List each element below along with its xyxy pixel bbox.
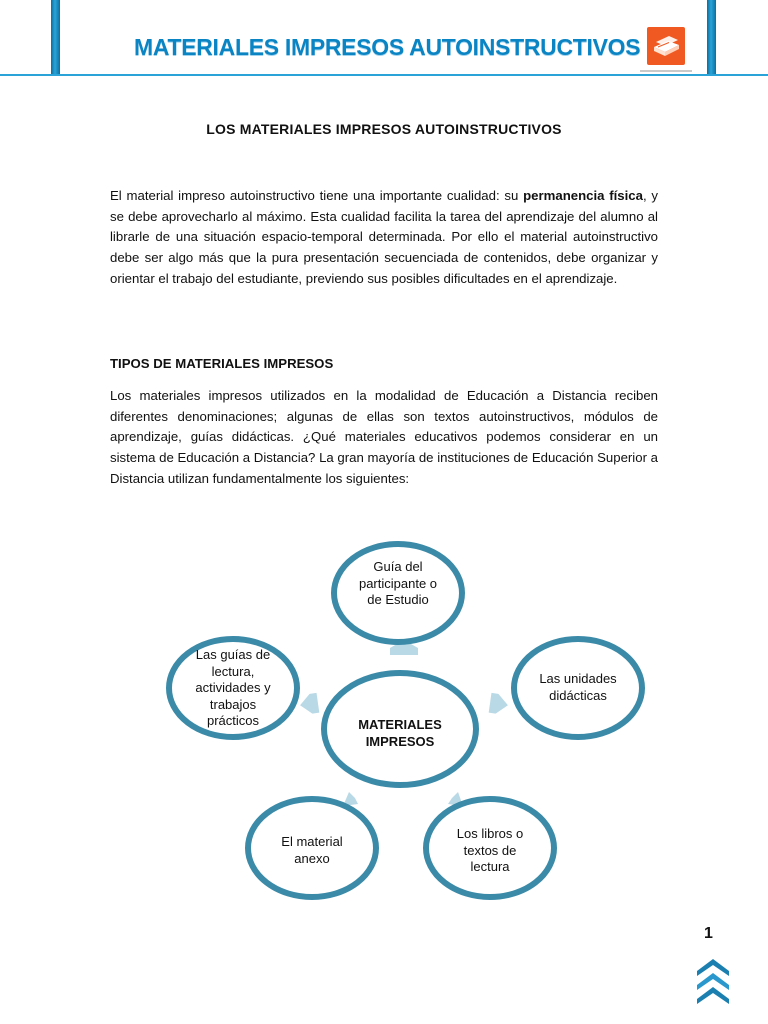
node-label-guia: [340, 559, 456, 609]
header-left-bar: [51, 0, 60, 76]
node-line: Guía del: [373, 559, 423, 574]
chevrons-up-icon[interactable]: [693, 955, 733, 1005]
header-divider: [0, 74, 768, 76]
node-line: Los libros o: [456, 826, 524, 841]
arrow-left-icon: [299, 693, 320, 715]
node-label-guias-lectura: [175, 647, 291, 730]
node-line: actividades y: [195, 680, 271, 695]
intro-text-start: El material impreso autoinstructivo tiene una importante cualidad: su: [110, 188, 524, 203]
node-line: lectura,: [211, 663, 255, 679]
arrow-right-icon: [489, 693, 510, 715]
node-line: lectura: [470, 859, 510, 874]
node-line: anexo: [294, 850, 330, 866]
node-line: textos de: [463, 842, 517, 858]
materials-diagram: [0, 530, 768, 930]
document-title: LOS MATERIALES IMPRESOS AUTOINSTRUCTIVOS: [206, 121, 562, 137]
section-heading: TIPOS DE MATERIALES IMPRESOS: [110, 356, 334, 371]
center-line-1: MATERIALES: [358, 717, 442, 732]
node-line: de Estudio: [367, 592, 429, 607]
logo-underline: [640, 70, 692, 72]
node-line: didácticas: [549, 687, 607, 703]
node-line: Las unidades: [539, 671, 617, 686]
center-line-2: IMPRESOS: [365, 733, 435, 749]
node-line: prácticos: [206, 713, 260, 728]
node-line: Las guías de: [195, 647, 271, 662]
book-stack-icon: [647, 27, 685, 65]
node-label-unidades: [520, 671, 636, 704]
intro-text-end: , y se debe aprovecharlo al máximo. Esta cualidad facilita la tarea del aprendizaje del alumno al librarle de una situación espacio-temporal determinada. Por ello el material autoinstructivo debe ser algo más que la pura presentación secuenciada de contenidos, debe organizar y orientar el trabajo del estudiante, previendo sus posibles dificultades en el aprendizaje.: [110, 188, 658, 286]
header-title: MATERIALES IMPRESOS AUTOINSTRUCTIVOS: [134, 34, 641, 60]
node-line: trabajos: [209, 696, 257, 712]
node-line: El material: [281, 834, 343, 849]
intro-paragraph: [110, 186, 658, 290]
arrow-down-left-icon: [343, 788, 370, 806]
node-label-libros: [432, 826, 548, 876]
node-label-anexo: [254, 834, 370, 867]
types-paragraph: Los materiales impresos utilizados en la modalidad de Educación a Distancia reciben diferentes denominaciones; algunas de ellas son textos autoinstructivos, módulos de aprendizaje, guías didácticas. ¿Qué materiales educativos podemos considerar en un sistema de Educación a Distancia? La gran mayoría de instituciones de Educación Superior a Distancia utilizan fundamentalmente los siguientes:: [110, 388, 658, 486]
page-number: 1: [704, 925, 713, 942]
center-label: [330, 717, 470, 750]
intro-bold-term: permanencia física: [523, 188, 643, 203]
header-right-bar: [707, 0, 716, 76]
node-line: participante o: [358, 575, 438, 591]
